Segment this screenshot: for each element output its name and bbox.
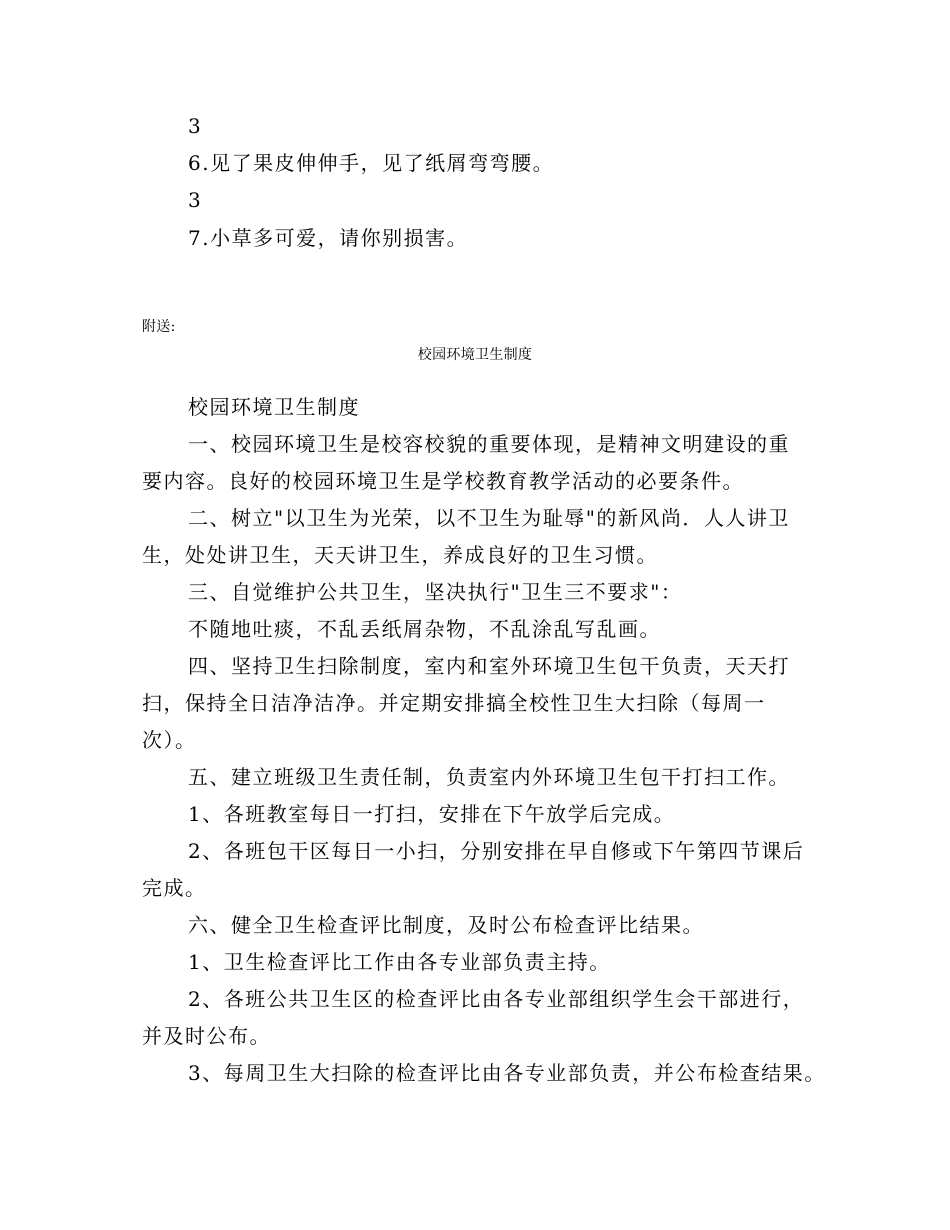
paragraph-6: 六、健全卫生检查评比制度，及时公布检查评比结果。 (188, 913, 704, 937)
list-item-7: 7.小草多可爱，请你别损害。 (188, 226, 469, 250)
paragraph-5: 五、建立班级卫生责任制，负责室内外环境卫生包干打扫工作。 (188, 765, 790, 789)
section-title: 校园环境卫生制度 (188, 395, 360, 419)
paragraph-3: 三、自觉维护公共卫生，坚决执行"卫生三不要求"： (188, 580, 683, 604)
appendix-label: 附送: (142, 319, 176, 335)
paragraph-5-item-2-line-2: 完成。 (142, 876, 207, 900)
paragraph-4-line-3: 次）。 (142, 728, 197, 752)
paragraph-3-sub: 不随地吐痰，不乱丢纸屑杂物，不乱涂乱写乱画。 (188, 617, 661, 641)
list-item-6: 6.见了果皮伸伸手，见了纸屑弯弯腰。 (188, 151, 555, 175)
paragraph-2-line-1: 二、树立"以卫生为光荣，以不卫生为耻辱"的新风尚．人人讲卫 (188, 506, 790, 530)
paragraph-6-item-2-line-2: 并及时公布。 (142, 1024, 271, 1048)
paragraph-6-item-2-line-1: 2、各班公共卫生区的检查评比由各专业部组织学生会干部进行， (188, 987, 805, 1011)
paragraph-5-item-1: 1、各班教室每日一打扫，安排在下午放学后完成。 (188, 802, 676, 826)
score-line: 3 (188, 188, 203, 212)
appendix-heading: 校园环境卫生制度 (417, 347, 533, 363)
paragraph-6-item-3: 3、每周卫生大扫除的检查评比由各专业部负责，并公布检查结果。 (188, 1061, 826, 1085)
paragraph-1-line-1: 一、校园环境卫生是校容校貌的重要体现，是精神文明建设的重 (188, 432, 790, 456)
paragraph-4-line-1: 四、坚持卫生扫除制度，室内和室外环境卫生包干负责，天天打 (188, 654, 790, 678)
paragraph-5-item-2-line-1: 2、各班包干区每日一小扫，分别安排在早自修或下午第四节课后 (188, 839, 805, 863)
paragraph-6-item-1: 1、卫生检查评比工作由各专业部负责主持。 (188, 950, 611, 974)
paragraph-1-line-2: 要内容。良好的校园环境卫生是学校教育教学活动的必要条件。 (142, 469, 744, 493)
score-line: 3 (188, 114, 203, 138)
paragraph-4-line-2: 扫，保持全日洁净洁净。并定期安排搞全校性卫生大扫除（每周一 (142, 691, 766, 715)
paragraph-2-line-2: 生，处处讲卫生，天天讲卫生，养成良好的卫生习惯。 (142, 543, 658, 567)
